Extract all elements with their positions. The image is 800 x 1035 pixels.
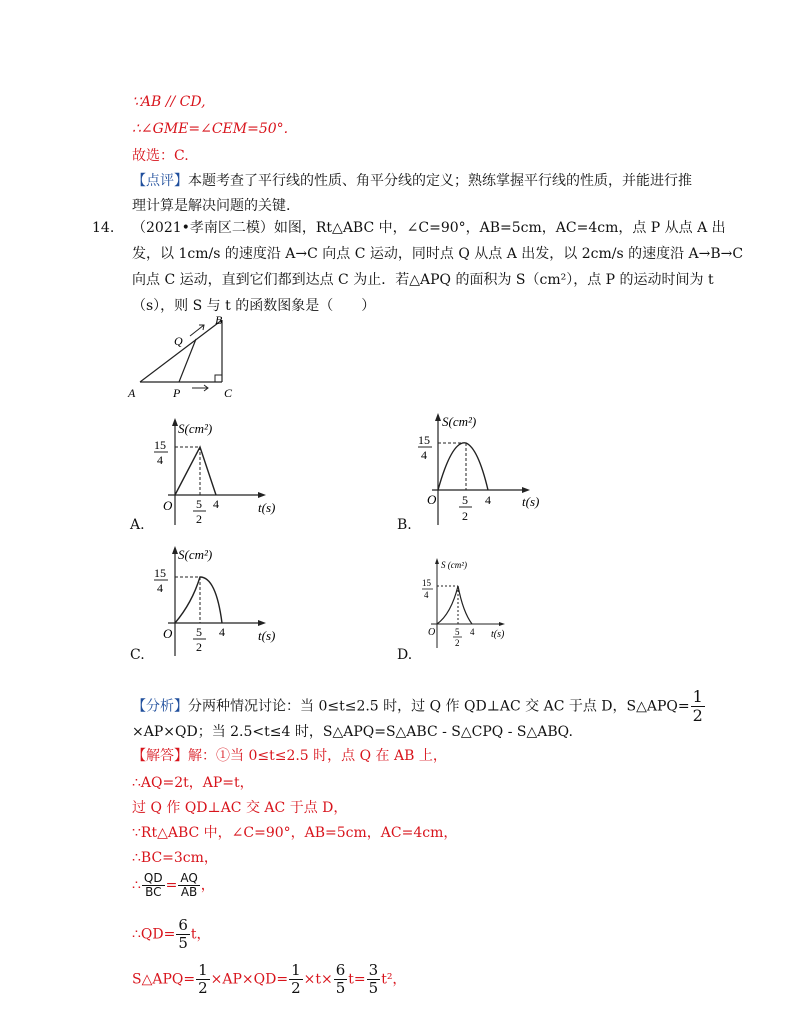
analysis-half-fraction: $\frac{1}{2}$ [692,687,703,725]
question-number: 14. [92,220,115,236]
option-b-y-num: 15 [418,433,430,447]
option-a-origin: O [163,498,173,513]
qd-pre: ∴QD= [132,926,176,943]
label-B: B [215,313,223,327]
question-line-3: 向点 C 运动，直到它们都到达点 C 为止．若△APQ 的面积为 S（cm²），点 P 的运动时间为 t [132,272,714,288]
prev-line-3: 故选：C. [132,148,189,164]
option-a-y-den: 4 [157,453,163,467]
review-tag: 【点评】 [132,173,188,189]
solution-qd-line [132,917,211,952]
label-Q: Q [174,334,183,348]
option-d-x-num: 5 [455,627,460,637]
solution-line-5: ∴BC=3cm， [132,850,218,866]
option-c-x-den: 2 [196,640,202,654]
option-d-xlabel: t(s) [491,629,505,640]
option-a-graph [140,415,290,530]
option-b-x-num: 5 [462,493,468,507]
option-b-x-end: 4 [485,493,491,507]
option-c-x-num: 5 [196,625,202,639]
option-c-graph [140,543,290,661]
option-d-graph [415,556,535,656]
solution-line-2: ∴AQ=2t，AP=t， [132,775,254,791]
review-text-1: 本题考查了平行线的性质、角平分线的定义；熟练掌握平行线的性质，并能进行推 [188,173,692,189]
solution-line-4: ∵Rt△ABC 中，∠C=90°，AB=5cm，AC=4cm， [132,825,458,841]
option-b-origin: O [427,492,437,507]
question-line-1: （2021•孝南区二模）如图，Rt△ABC 中，∠C=90°，AB=5cm，AC=4cm，点 P 从点 A 出 [132,220,726,236]
analysis-tag: 【分析】 [132,698,188,715]
solution-line-3: 过 Q 作 QD⊥AC 交 AC 于点 D， [132,800,348,816]
label-P: P [173,386,181,400]
option-a-x-end: 4 [213,497,219,511]
option-c-x-end: 4 [219,625,225,639]
option-d-y-num: 15 [422,578,431,588]
option-d-origin: O [428,627,436,638]
solution-ratio-line: ∴ $\frac{QD}{BC}$ = $\frac{AQ}{AB}$ ， [132,871,215,899]
option-c-ylabel: S(cm²) [178,547,213,562]
review-line-1 [132,171,692,191]
option-b-y-den: 4 [421,448,427,462]
analysis-text-1: 分两种情况讨论：当 0≤t≤2.5 时，过 Q 作 QD⊥AC 交 AC 于点 D，S△APQ= [188,698,690,715]
solution-area-line: S△APQ= $\frac{1}{2}$ ×AP×QD= $\frac{1}{2}$ ×t× $\frac{6}{5}$ t= $\frac{3}{5}$ t²， [132,961,407,997]
option-a-x-num: 5 [196,497,202,511]
option-a-y-num: 15 [154,438,166,452]
ratio-end: ， [200,877,215,894]
option-d-ylabel: S (cm²) [441,560,467,570]
label-C: C [224,386,233,400]
option-b-label: B. [397,517,412,533]
option-b-ylabel: S(cm²) [442,414,477,429]
option-c-xlabel: t(s) [258,628,276,643]
option-a-ylabel: S(cm²) [178,421,213,436]
option-b-xlabel: t(s) [522,494,540,509]
qd-post: t， [190,926,211,943]
option-d-x-end: 4 [470,627,475,637]
option-d-label: D. [397,647,413,663]
solution-step-1: 解：①当 0≤t≤2.5 时，点 Q 在 AB 上， [188,748,447,764]
option-a-x-den: 2 [196,512,202,526]
option-c-origin: O [163,626,173,641]
option-b-graph [408,410,558,530]
qd-fraction: $\frac{6}{5}$ [178,916,188,952]
ratio-aq-ab: $\frac{AQ}{AB}$ [180,871,198,899]
solution-line-1 [132,746,447,766]
review-line-2: 理计算是解决问题的关键. [132,198,291,214]
analysis-line-1 [132,688,706,725]
question-line-4: （s），则 S 与 t 的函数图象是（ ） [132,298,376,314]
prev-line-1: ∵AB // CD, [132,94,206,110]
ratio-qd-bc: $\frac{QD}{BC}$ [143,871,163,899]
analysis-line-2: ×AP×QD；当 2.5<t≤4 时，S△APQ=S△ABC - S△CPQ - S△ABQ. [132,724,573,740]
option-d-y-den: 4 [424,590,429,600]
area-pre: S△APQ= [132,971,196,988]
option-c-y-den: 4 [157,581,163,595]
question-line-2: 发，以 1cm/s 的速度沿 A→C 向点 C 运动，同时点 Q 从点 A 出发，以 2cm/s 的速度沿 A→B→C [132,246,744,262]
option-a-label: A. [130,517,145,533]
option-a-xlabel: t(s) [258,500,276,515]
prev-line-2: ∴∠GME=∠CEM=50°. [132,121,289,137]
label-A: A [128,386,136,400]
option-d-x-den: 2 [455,638,460,648]
triangle-figure [124,312,244,402]
option-b-x-den: 2 [462,509,468,523]
option-c-label: C. [130,647,145,663]
solution-tag: 【解答】 [132,748,188,764]
option-c-y-num: 15 [154,566,166,580]
